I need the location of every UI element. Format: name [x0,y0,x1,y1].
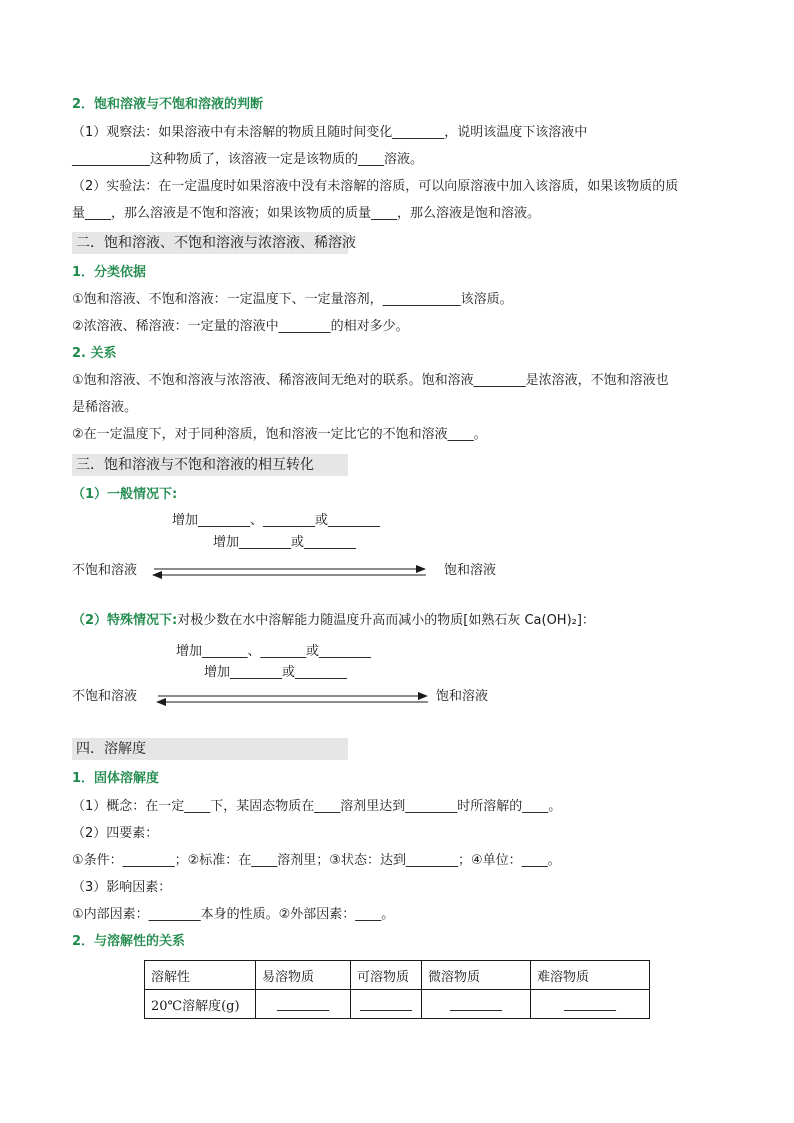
solubility-table [144,960,650,1019]
text-line: ____________这种物质了，该溶液一定是该物质的____溶液。 [72,152,424,167]
table-row [145,990,650,1019]
special-case-text: 对极少数在水中溶解能力随温度升高而减小的物质[如熟石灰 Ca(OH)₂]： [177,613,595,628]
table-header-cell: 溶解性 [145,961,256,990]
text-line: ②在一定温度下，对于同种溶质，饱和溶液一定比它的不饱和溶液____。 [72,427,487,442]
conversion-top-label: 增加_______、_______或________ [176,644,372,659]
unsaturated-label: 不饱和溶液 [72,689,138,704]
text-line: ②浓溶液、稀溶液：一定量的溶液中________的相对多少。 [72,319,409,334]
table-cell-blank: ________ [531,990,650,1019]
text-line: ①饱和溶液、不饱和溶液与浓溶液、稀溶液间无绝对的联系。饱和溶液________是浓溶液，不饱和溶液也 [72,373,669,388]
table-header-cell: 难溶物质 [531,961,650,990]
subheading-solid-solubility: 1．固体溶解度 [72,771,160,786]
section-heading-judgment: 2．饱和溶液与不饱和溶液的判断 [72,97,264,112]
unsaturated-label: 不饱和溶液 [72,563,138,578]
subheading-classification: 1．分类依据 [72,265,147,280]
double-arrow-icon [154,689,432,709]
subheading-general-case: （1）一般情况下: [72,487,178,502]
text-line: （3）影响因素： [72,880,172,895]
table-cell-blank: ________ [351,990,422,1019]
section-title-three: 三．饱和溶液与不饱和溶液的相互转化 [72,454,348,476]
saturated-label: 饱和溶液 [444,563,497,578]
text-line: 量____，那么溶液是不饱和溶液；如果该物质的质量____，那么溶液是饱和溶液。 [72,206,541,221]
text-line: （2）四要素： [72,826,159,841]
section-title-two: 二．饱和溶液、不饱和溶液与浓溶液、稀溶液 [72,232,348,254]
text-line: ①饱和溶液、不饱和溶液：一定温度下、一定量溶剂，____________该溶质。 [72,292,513,307]
table-header-row [145,961,650,990]
conversion-bottom-label: 增加________或________ [213,535,357,550]
text-line: ①条件：________；②标准：在____溶剂里；③状态：达到________；④单位：____。 [72,853,561,868]
table-cell-blank: ________ [422,990,531,1019]
double-arrow-icon [150,562,430,582]
table-row-label: 20℃溶解度(g) [145,990,256,1019]
table-header-cell: 微溶物质 [422,961,531,990]
table-cell-blank: ________ [256,990,351,1019]
subheading-solubility-relation: 2．与溶解性的关系 [72,934,186,949]
text-line: （1）观察法：如果溶液中有未溶解的物质且随时间变化________，说明该温度下该溶液中 [72,125,588,140]
table-header-cell: 易溶物质 [256,961,351,990]
subheading-relation: 2. 关系 [72,346,117,361]
section-title-four: 四．溶解度 [72,738,348,760]
table-header-cell: 可溶物质 [351,961,422,990]
text-line: ①内部因素：________本身的性质。②外部因素：____。 [72,907,395,922]
text-line: （2）实验法：在一定温度时如果溶液中没有未溶解的溶质，可以向原溶液中加入该溶质，如果该物质的质 [72,179,679,194]
subheading-special-case: （2）特殊情况下: [72,613,178,628]
text-line: 是稀溶液。 [72,400,138,415]
conversion-top-label: 增加________、________或________ [172,513,381,528]
text-line: （1）概念：在一定____下，某固态物质在____溶剂里达到________时所溶解的____。 [72,799,562,814]
special-case-line [72,612,595,630]
conversion-bottom-label: 增加________或________ [204,665,348,680]
saturated-label: 饱和溶液 [436,689,489,704]
